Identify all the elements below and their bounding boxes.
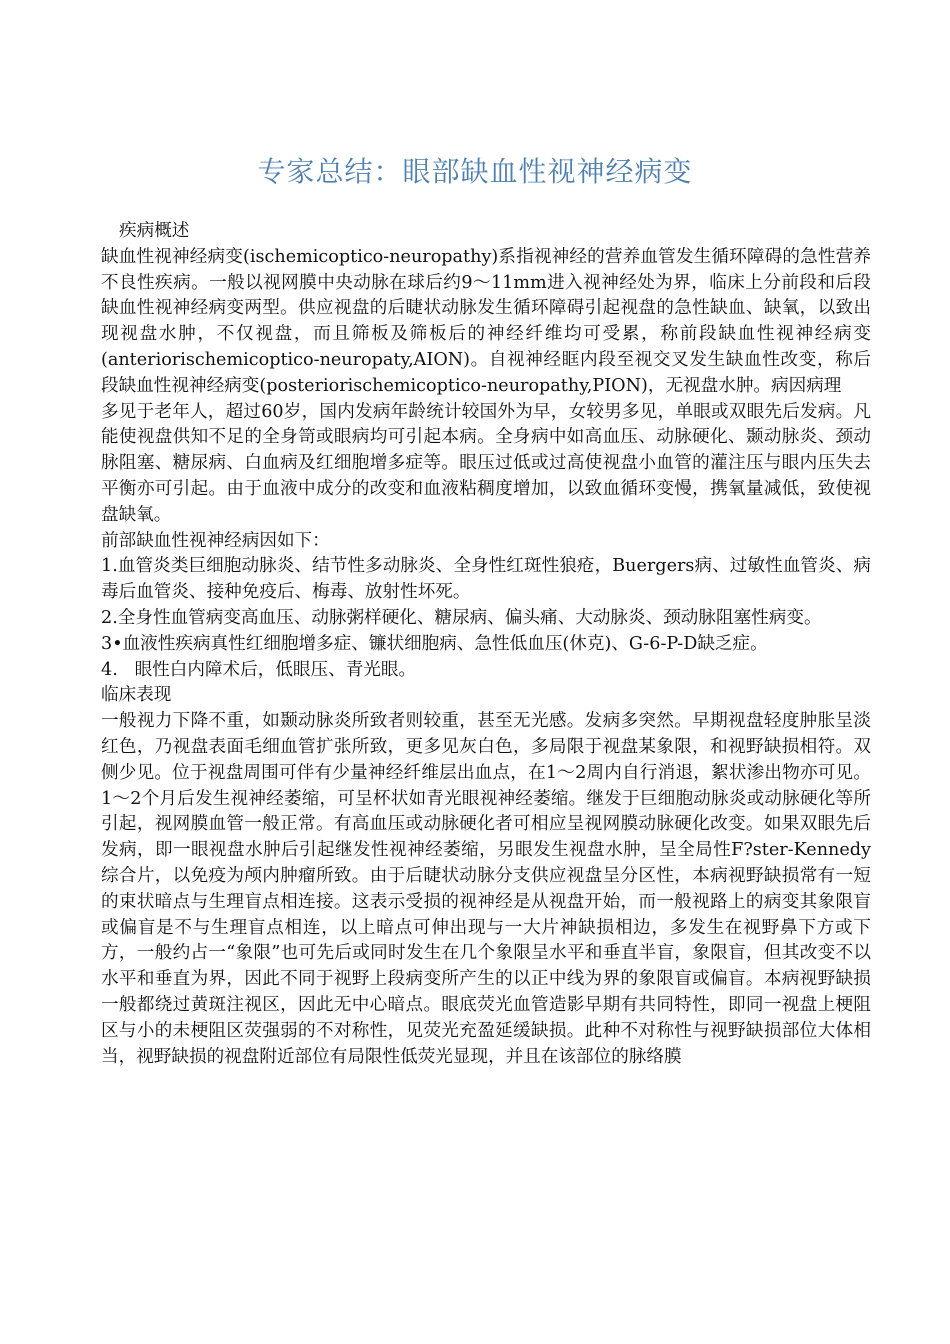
- section-heading-overview: 疾病概述: [119, 221, 190, 241]
- document-body: [101, 219, 871, 1070]
- list-item-cause-2: 2.全身性血管病变高血压、动脉粥样硬化、糖尿病、偏头痛、大动脉炎、颈动脉阻塞性病变。: [101, 607, 822, 628]
- paragraph-overview: 缺血性视神经病变(ischemicoptico-neuropathy)系指视神经的营养血管发生循环障碍的急性营养不良性疾病。一般以视网膜中央动脉在球后约9～11mm进入视神经处为界，临床上分前段和后段缺血性视神经病变两型。供应视盘的后睫状动脉发生循环障碍引起视盘的急性缺血、缺氧，以致出现视盘水肿，不仅视盘，而且筛板及筛板后的神经纤维均可受累，称前段缺血性视神经病变(anteriorischemicoptico-neuropaty,AION)。自视神经眶内段至视交叉发生缺血性改变，称后段缺血性视神经病变(posteriorischemicoptico-neuropathy,PION)，无视盘水肿。病因病理: [101, 246, 871, 396]
- section-heading-clinical: 临床表现: [101, 685, 172, 706]
- paragraph-etiology: 多见于老年人，超过60岁，国内发病年龄统计较国外为早，女较男多见，单眼或双眼先后发病。凡能使视盘供知不足的全身笥或眼病均可引起本病。全身病中如高血压、动脉硬化、颞动脉炎、颈动脉阻塞、糖尿病、白血病及红细胞增多症等。眼压过低或过高使视盘小血管的灌注压与眼内压失去平衡亦可引起。由于血液中成分的改变和血液粘稠度增加，以致血循环变慢，携氧量减低，致使视盘缺氧。: [101, 401, 871, 525]
- list-item-cause-3: 3•血液性疾病真性红细胞增多症、镰状细胞病、急性低血压(休克)、G-6-P-D缺乏症。: [101, 633, 768, 654]
- list-item-cause-4: 4. 眼性白内障术后，低眼压、青光眼。: [101, 659, 417, 680]
- list-item-cause-1: 1.血管炎类巨细胞动脉炎、结节性多动脉炎、全身性红斑性狼疮，Buergers病、过敏性血管炎、病毒后血管炎、接种免疫后、梅毒、放射性坏死。: [101, 556, 871, 603]
- document-title: 专家总结：眼部缺血性视神经病变: [257, 155, 693, 188]
- paragraph-clinical: 一般视力下降不重，如颞动脉炎所致者则较重，甚至无光感。发病多突然。早期视盘轻度肿胀呈淡红色，乃视盘表面毛细血管扩张所致，更多见灰白色，多局限于视盘某象限，和视野缺损相符。双侧少见。位于视盘周围可伴有少量神经纤维层出血点，在1～2周内自行消退，絮状渗出物亦可见。1～2个月后发生视神经萎缩，可呈杯状如青光眼视神经萎缩。继发于巨细胞动脉炎或动脉硬化等所引起，视网膜血管一般正常。有高血压或动脉硬化者可相应呈视网膜动脉硬化改变。如果双眼先后发病，即一眼视盘水肿后引起继发性视神经萎缩，另眼发生视盘水肿，呈全局性F?ster-Kennedy综合片，以免疫为颅内肿瘤所致。由于后睫状动脉分支供应视盘呈分区性，本病视野缺损常有一短的束状暗点与生理盲点相连接。这表示受损的视神经是从视盘开始，而一般视路上的病变其象限盲或偏盲是不与生理盲点相连，以上暗点可伸出现与一大片神缺损相边，多发生在视野鼻下方或下方，一般约占一“象限”也可先后或同时发生在几个象限呈水平和垂直半盲，象限盲，但其改变不以水平和垂直为界，因此不同于视野上段病变所产生的以正中线为界的象限盲或偏盲。本病视野缺损一般都绕过黄斑注视区，因此无中心暗点。眼底荧光血管造影早期有共同特性，即同一视盘上梗阻区与小的未梗阻区荧强弱的不对称性，见荧光充盈延缓缺损。此种不对称性与视野缺损部位大体相当，视野缺损的视盘附近部位有局限性低荧光显现，并且在该部位的脉络膜: [101, 711, 871, 1067]
- paragraph-causes-intro: 前部缺血性视神经病因如下：: [101, 530, 330, 551]
